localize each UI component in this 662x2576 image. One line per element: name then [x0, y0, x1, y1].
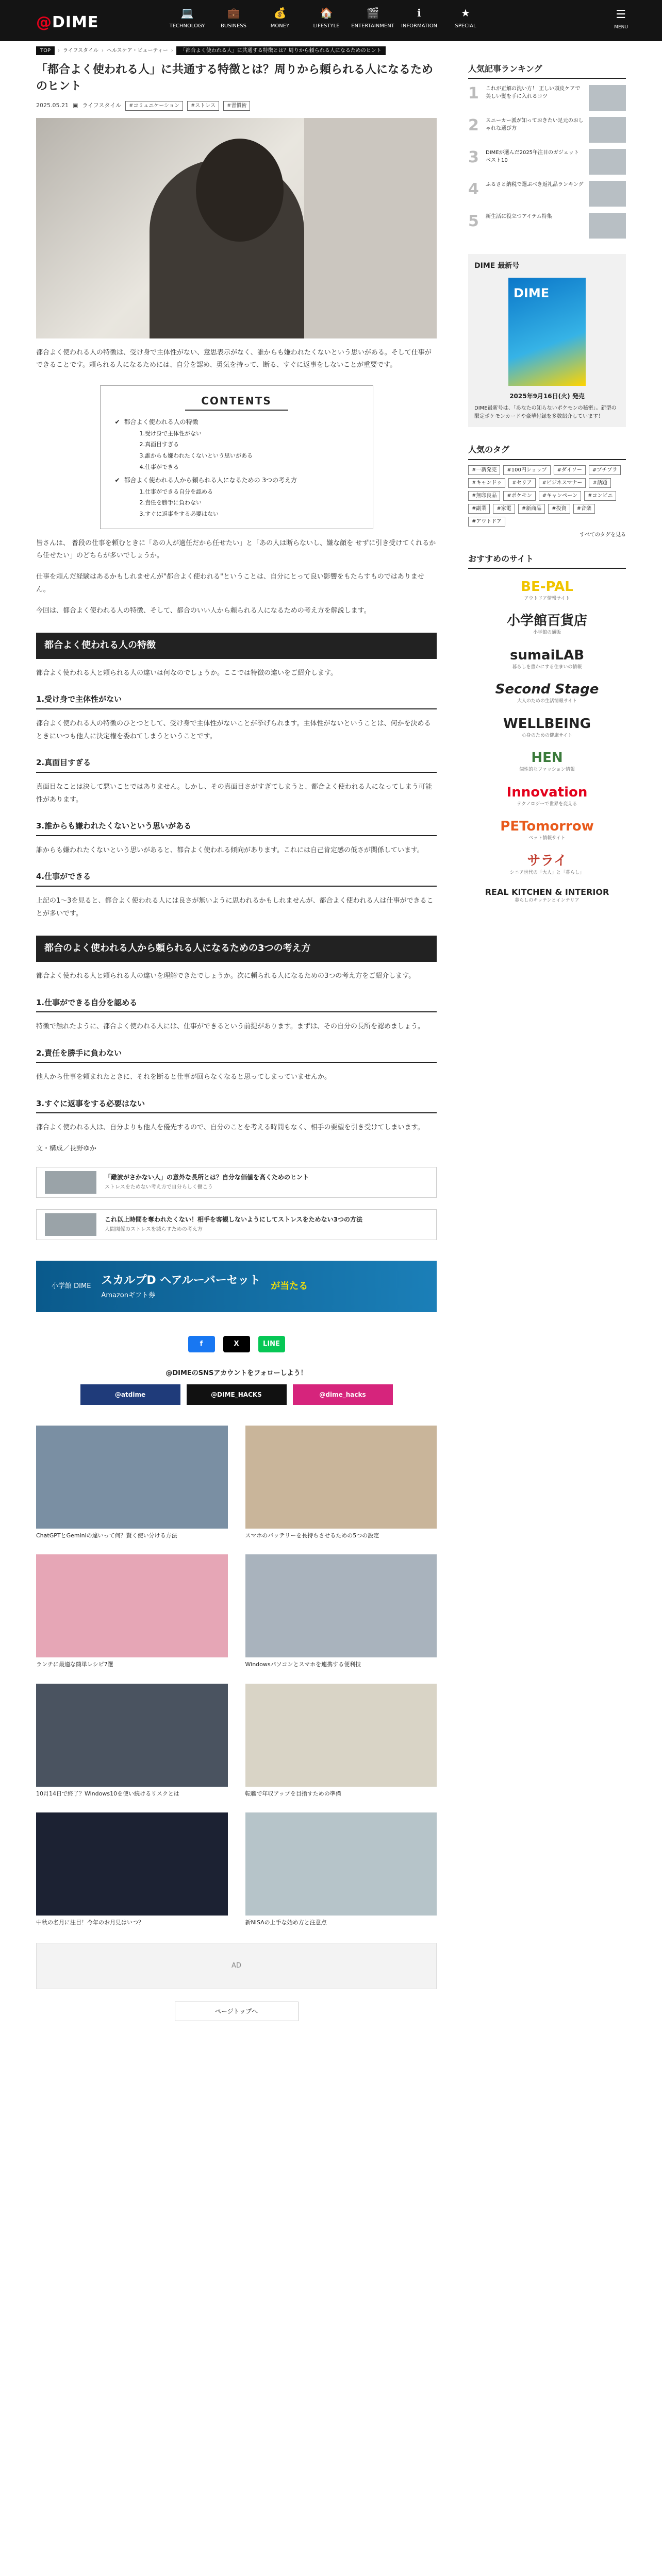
breadcrumb-lifestyle[interactable]: ライフスタイル	[63, 48, 98, 54]
tag-chip[interactable]: #新商品	[518, 504, 545, 514]
page-top-link[interactable]: ページトップへ	[175, 2002, 299, 2021]
sns-heading: @DIMEのSNSアカウントをフォローしよう！	[166, 1369, 307, 1377]
tag-chip[interactable]: #無印良品	[468, 491, 500, 501]
tag-chip[interactable]: #ビジネスマナー	[539, 478, 586, 488]
article-meta	[36, 101, 437, 111]
ranking-thumbnail	[589, 85, 626, 111]
ranking-thumbnail	[589, 117, 626, 143]
toc-subitem[interactable]: 2.真面目すぎる	[139, 441, 179, 448]
subsection-heading: 2.責任を勝手に負わない	[36, 1047, 437, 1063]
tags-heading: 人気のタグ	[468, 443, 626, 460]
site-link[interactable]: REAL KITCHEN & INTERIOR 暮らしのキッチンとインテリア	[485, 887, 609, 904]
article-tag[interactable]: #習慣術	[223, 101, 250, 111]
site-logo[interactable]: @DIME	[36, 13, 99, 31]
card-thumbnail	[45, 1171, 96, 1194]
section-heading: 都合のよく使われる人から頼られる人になるための3つの考え方	[36, 936, 437, 962]
related-item[interactable]: ランチに最適な簡単レシピ7選	[36, 1554, 228, 1669]
tag-chip[interactable]: #コンビニ	[584, 491, 616, 501]
paragraph: 他人から仕事を頼まれたときに、それを断ると仕事が回らなくなると思ってしまっていませんか。	[36, 1073, 332, 1081]
x-share-button[interactable]: X	[223, 1336, 250, 1352]
related-item[interactable]: Windowsパソコンとスマホを連携する便利技	[245, 1554, 437, 1669]
ad-slot[interactable]: AD	[36, 1943, 437, 1989]
related-thumbnail	[245, 1426, 437, 1529]
related-card[interactable]	[36, 1209, 437, 1240]
article-tag[interactable]: #コミュニケーション	[125, 101, 183, 111]
subsection-heading: 1.受け身で主体性がない	[36, 693, 437, 709]
toc-subitem[interactable]: 4.仕事ができる	[139, 463, 179, 470]
nav-item-technology[interactable]: 💻 TECHNOLOGY	[164, 5, 210, 30]
ranking-thumbnail	[589, 213, 626, 239]
paragraph: 都合よく使われる人は、自分よりも他人を優先するので、自分のことを考える時間もなく、相手の要望を引き受けてしまいます。	[36, 1124, 424, 1132]
card-title: これ以上時間を奪われたくない！相手を客観しないようにしてストレスをためない3つの方法	[105, 1216, 362, 1224]
site-header	[0, 0, 662, 41]
site-link[interactable]: 小学館百貨店 小学館の通販	[506, 613, 587, 636]
site-link[interactable]: PETomorrow ペット情報サイト	[500, 819, 594, 841]
toc-subitem[interactable]: 3.すぐに返事をする必要はない	[139, 511, 219, 518]
breadcrumb-top[interactable]: TOP	[36, 46, 55, 55]
tag-chip[interactable]: #音楽	[573, 504, 595, 514]
sns-follow	[36, 1384, 437, 1405]
campaign-banner[interactable]	[36, 1261, 437, 1312]
related-thumbnail	[245, 1812, 437, 1916]
toc-item[interactable]: ✔ 都合よく使われる人から頼られる人になるための 3つの考え方	[115, 475, 358, 485]
related-thumbnail	[36, 1554, 228, 1657]
paragraph: 都合よく使われる人と頼られる人の違いを理解できたでしょうか。次に頼られる人になるための3つの考え方をご紹介します。	[36, 972, 416, 980]
banner-main: スカルプD ヘアルーバーセット	[101, 1274, 261, 1287]
ranking-item[interactable]: 2 スニーカー派が知っておきたい足元のおしゃれな選び方	[468, 117, 626, 143]
subsection-heading: 1.仕事ができる自分を認める	[36, 996, 437, 1013]
tag-chip[interactable]: #セリア	[508, 478, 535, 488]
article	[36, 62, 437, 2021]
ranking-thumbnail	[589, 149, 626, 175]
paragraph: 真面目なことは決して悪いことではありません。しかし、その真面目さがすぎてしまうと、都合よく使われる人になってしまう可能性があります。	[36, 783, 432, 804]
related-item[interactable]: 中秋の名月に注目！今年のお月見はいつ？	[36, 1812, 228, 1927]
paragraph: 皆さんは、 普段の仕事を頼むときに「あの人が適任だから任せたい」と「あの人は断らないし、嫌な顔を せずに引き受けてくれるから任せたい」のどちらが多いでしょうか。	[36, 539, 436, 560]
subsection-heading: 4.仕事ができる	[36, 870, 437, 887]
tag-chip[interactable]: #ポケモン	[503, 491, 535, 501]
article-category[interactable]: ライフスタイル	[82, 101, 122, 109]
tag-chip[interactable]: #投資	[548, 504, 570, 514]
related-thumbnail	[36, 1812, 228, 1916]
paragraph: 今回は、都合よく使われる人の特徴、そして、都合のいい人から頼られる人になるための考え方を解説します。	[36, 606, 371, 615]
tag-list	[468, 465, 626, 527]
laptop-icon: 💻	[180, 7, 194, 19]
article-title: 「都合よく使われる人」に共通する特徴とは？周りから頼られる人になるためのヒント	[36, 63, 434, 93]
sites-heading: おすすめのサイト	[468, 552, 626, 569]
hero-image	[36, 118, 437, 338]
ranking-item[interactable]: 1 これが正解の洗い方！ 正しい頭皮ケアで美しい髪を手に入れるコツ	[468, 85, 626, 111]
table-of-contents	[100, 385, 373, 529]
paragraph: 誰からも嫌われたくないという思いがあると、都合よく使われる傾向があります。これには自己肯定感の低さが関係しています。	[36, 846, 424, 854]
banner-brand: 小学館 DIME	[52, 1282, 91, 1290]
toc-subitem[interactable]: 3.誰からも嫌われたくないという思いがある	[139, 452, 253, 459]
toc-subitem[interactable]: 1.受け身で主体性がない	[139, 430, 202, 437]
nav-item-special[interactable]: ★ SPECIAL	[442, 5, 489, 30]
site-link[interactable]: HEN 個性的なファッション情報	[519, 750, 575, 773]
toc-subitem[interactable]: 2.責任を勝手に負わない	[139, 499, 202, 506]
card-thumbnail	[45, 1213, 96, 1236]
breadcrumb: TOP › ライフスタイル › ヘルスケア・ビューティー › 「都合よく使われる人」に共通する特徴とは？周りから頼られる人になるためのヒント	[36, 46, 386, 55]
section-heading: 都合よく使われる人の特徴	[36, 633, 437, 659]
site-link[interactable]: サライ シニア世代の「大人」と「暮らし」	[509, 853, 584, 875]
site-link[interactable]: WELLBEING 心身のための健康サイト	[503, 716, 591, 738]
money-icon: 💰	[273, 7, 287, 19]
related-item[interactable]: ChatGPTとGeminiの違いって何？賢く使い分ける方法	[36, 1426, 228, 1540]
paragraph: 上記の1〜3を見ると、都合よく使われる人には良さが無いように思われるかもしれませんが、都合よく使われる人は仕事ができることが多いです。	[36, 896, 434, 918]
article-intro: 都合よく使われる人の特徴は、受け身で主体性がない、意思表示がなく、誰からも嫌われたくないという思いがある。そして仕事ができることです。頼られる人になるためには、自分を認め、勇気を持って、断る、すぐに返事をしないことが重要です。	[36, 348, 432, 369]
paragraph: 都合よく使われる人と頼られる人の違いは何なのでしょうか。ここでは特徴の違いをご紹介します。	[36, 669, 337, 677]
nav-item-entertainment[interactable]: 🎬 ENTERTAINMENT	[350, 5, 396, 30]
tag-chip[interactable]: #プチプラ	[589, 465, 621, 475]
sns-follow-x[interactable]: @DIME_HACKS	[187, 1384, 287, 1405]
tag-chip[interactable]: #キャンドゥ	[468, 478, 505, 488]
toc-subitem[interactable]: 1.仕事ができる自分を認める	[139, 488, 213, 495]
ranking-item[interactable]: 5 新生活に役立つアイテム特集	[468, 213, 626, 239]
hamburger-icon[interactable]: ☰	[616, 8, 626, 21]
card-title: 「難波がさかない人」の意外な長所とは？自分な価値を高くためのヒント	[105, 1174, 309, 1181]
tag-chip[interactable]: #家電	[493, 504, 515, 514]
related-thumbnail	[245, 1684, 437, 1787]
breadcrumb-healthcare[interactable]: ヘルスケア・ビューティー	[106, 48, 168, 54]
star-icon: ★	[461, 7, 470, 19]
magazine-date: 2025年9月16日(火) 発売	[509, 392, 585, 400]
sidebar	[468, 62, 626, 905]
subsection-heading: 3.すぐに返事をする必要はない	[36, 1097, 437, 1114]
check-icon: ✔	[114, 418, 120, 426]
line-share-button[interactable]: LINE	[258, 1336, 285, 1352]
site-link[interactable]: Second Stage 大人のための生活情報サイト	[495, 682, 599, 704]
paragraph: 都合よく使われる人の特徴のひとつとして、受け身で主体性がないことが挙げられます。主体性がないということは、何かを決めるときにいつも他人に決定権を委ねてしまうということです。	[36, 719, 431, 740]
tag-chip[interactable]: #キャンペーン	[539, 491, 581, 501]
related-thumbnail	[36, 1684, 228, 1787]
global-nav	[164, 5, 489, 30]
facebook-share-button[interactable]: f	[188, 1336, 215, 1352]
home-icon: 🏠	[320, 7, 333, 19]
nav-item-information[interactable]: ℹ INFORMATION	[396, 5, 442, 30]
article-date: 2025.05.21	[36, 101, 69, 109]
tag-chip[interactable]: #アウトドア	[468, 517, 505, 527]
magazine-box[interactable]	[468, 254, 626, 427]
tag-chip[interactable]: #ダイソー	[554, 465, 586, 475]
info-icon: ℹ	[417, 7, 421, 19]
sns-follow-facebook[interactable]: @atdime	[80, 1384, 180, 1405]
related-item[interactable]: 新NISAの上手な始め方と注意点	[245, 1812, 437, 1927]
toc-item[interactable]: ✔ 都合よく使われる人の特徴	[115, 417, 358, 427]
film-icon: 🎬	[366, 7, 379, 19]
tag-chip[interactable]: #副業	[468, 504, 490, 514]
nav-item-business[interactable]: 💼 BUSINESS	[210, 5, 257, 30]
magazine-cover: DIME	[508, 278, 586, 386]
ranking-heading: 人気記事ランキング	[468, 62, 626, 79]
related-thumbnail	[245, 1554, 437, 1657]
share-buttons	[36, 1336, 437, 1352]
tag-chip[interactable]: #一新発売	[468, 465, 500, 475]
ranking-item[interactable]: 3 DIMEが選んだ2025年注目のガジェットベスト10	[468, 149, 626, 175]
card-sub: 人間関係のストレスを減らすための考え方	[105, 1227, 203, 1233]
related-item[interactable]: 10月14日で終了？Windows10を使い続けるリスクとは	[36, 1684, 228, 1799]
paragraph: 仕事を頼んだ経験はあるかもしれませんが"都合よく使われる"ということは、自分にとって良い影響をもたらすものではありません。	[36, 573, 424, 594]
subsection-heading: 3.誰からも嫌われたくないという思いがある	[36, 820, 437, 836]
banner-sub: Amazonギフト券	[101, 1292, 155, 1300]
article-tag[interactable]: #ストレス	[187, 101, 219, 111]
menu-label: MENU	[614, 25, 628, 30]
site-link[interactable]: Innovation テクノロジーで世界を変える	[506, 784, 588, 807]
related-card[interactable]	[36, 1167, 437, 1198]
tag-chip[interactable]: #話題	[589, 478, 610, 488]
paragraph: 特徴で触れたように、都合よく使われる人には、仕事ができるという前提があります。まずは、その自分の長所を認めましょう。	[36, 1023, 424, 1031]
banner-em: が当たる	[271, 1280, 308, 1292]
magazine-label: DIME 最新号	[474, 262, 520, 270]
check-icon: ✔	[114, 477, 120, 484]
ranking-item[interactable]: 4 ふるさと納税で選ぶべき返礼品ランキング	[468, 181, 626, 207]
tag-chip[interactable]: #100円ショップ	[503, 465, 550, 475]
sns-follow-instagram[interactable]: @dime_hacks	[293, 1384, 393, 1405]
subsection-heading: 2.真面目すぎる	[36, 756, 437, 773]
ranking-thumbnail	[589, 181, 626, 207]
related-thumbnail	[36, 1426, 228, 1529]
toc-title: CONTENTS	[185, 392, 288, 411]
folder-icon: ▣	[72, 101, 78, 109]
nav-item-lifestyle[interactable]: 🏠 LIFESTYLE	[303, 5, 350, 30]
site-link[interactable]: BE-PAL アウトドア情報サイト	[521, 579, 573, 601]
briefcase-icon: 💼	[227, 7, 240, 19]
magazine-desc: DIME最新号は、「あなたの知らないポケモンの秘密」。新型の限定ポケモンカードや豪華付録を多数紹介しています！	[474, 405, 617, 420]
related-articles	[36, 1426, 437, 1927]
breadcrumb-current: 「都合よく使われる人」に共通する特徴とは？周りから頼られる人になるためのヒント	[176, 46, 386, 55]
site-link[interactable]: sumaiLAB 暮らしを豊かにする住まいの情報	[509, 647, 585, 670]
card-sub: ストレスをためない考え方で自分らしく働こう	[105, 1184, 213, 1191]
related-item[interactable]: 転職で年収アップを目指すための準備	[245, 1684, 437, 1799]
all-tags-link[interactable]: すべてのタグを見る	[580, 532, 626, 538]
related-item[interactable]: スマホのバッテリーを長持ちさせるための5つの設定	[245, 1426, 437, 1540]
author-credit: 文・構成／長野ゆか	[36, 1145, 97, 1153]
nav-item-money[interactable]: 💰 MONEY	[257, 5, 303, 30]
